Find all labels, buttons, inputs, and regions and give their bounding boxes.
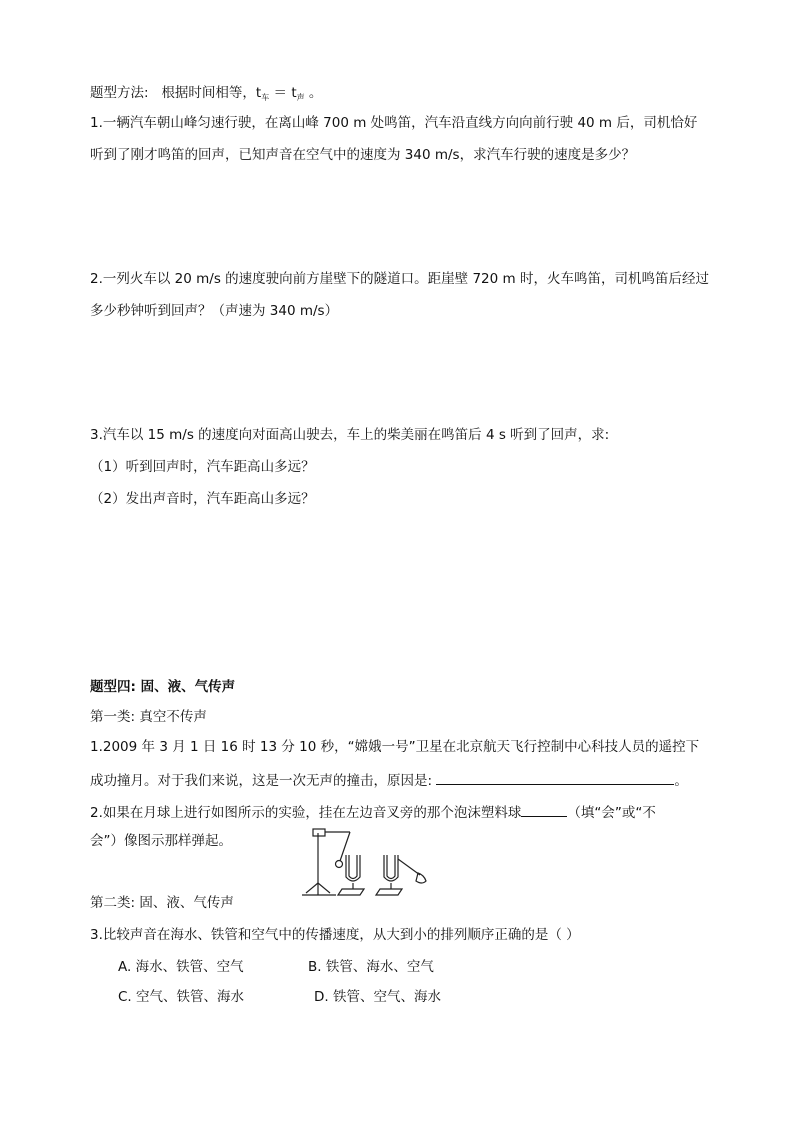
method-text: 根据时间相等，t xyxy=(161,85,262,101)
p1-line2-text: 成功撞月。对于我们来说，这是一次无声的撞击，原因是: xyxy=(90,773,433,789)
p2-line1 xyxy=(90,802,656,822)
q1-line1: 1.一辆汽车朝山峰匀速行驶，在离山峰 700 m 处鸣笛，汽车沿直线方向向前行驶 40 m 后，司机恰好 xyxy=(90,115,698,131)
q2-line2: 多少秒钟听到回声？（声速为 340 m/s） xyxy=(90,303,339,319)
p1-line1: 1.2009 年 3 月 1 日 16 时 13 分 10 秒，“嫦娥一号”卫星在北京航天飞行控制中心科技人员的遥控下 xyxy=(90,739,700,755)
p2-line1-b: （填“会”或“不 xyxy=(567,805,656,821)
option-c[interactable]: C. 空气、铁管、海水 xyxy=(118,989,245,1005)
p1-line2 xyxy=(90,770,688,790)
category1: 第一类: 真空不传声 xyxy=(90,709,207,725)
q2-line1: 2.一列火车以 20 m/s 的速度驶向前方崖壁下的隧道口。距崖壁 720 m 时，火车鸣笛，司机鸣笛后经过 xyxy=(90,271,709,287)
q3-sub2: （2）发出声音时，汽车距高山多远？ xyxy=(90,491,315,507)
p1-end: 。 xyxy=(674,773,688,789)
q3-line1: 3.汽车以 15 m/s 的速度向对面高山驶去，车上的柴美丽在鸣笛后 4 s 听到了回声，求: xyxy=(90,427,610,443)
section4-heading: 题型四: 固、液、气传声 xyxy=(90,679,236,695)
tuning-fork-figure xyxy=(300,825,440,899)
p2-line1-a: 2.如果在月球上进行如图所示的实验，挂在左边音叉旁的那个泡沫塑料球 xyxy=(90,805,522,821)
category2: 第二类: 固、液、气传声 xyxy=(90,895,234,911)
method-end: 。 xyxy=(304,85,323,101)
option-a[interactable]: A. 海水、铁管、空气 xyxy=(118,959,244,975)
q1-line2: 听到了刚才鸣笛的回声，已知声音在空气中的速度为 340 m/s，求汽车行驶的速度是多少？ xyxy=(90,147,636,163)
q3-sub1: （1）听到回声时，汽车距高山多远？ xyxy=(90,459,315,475)
method-equals: ＝ t xyxy=(269,85,297,101)
option-d[interactable]: D. 铁管、空气、海水 xyxy=(314,989,441,1005)
method-line xyxy=(90,84,322,104)
method-sub-sound: 声 xyxy=(296,93,305,102)
p3-stem: 3.比较声音在海水、铁管和空气中的传播速度，从大到小的排列顺序正确的是（ ） xyxy=(90,927,580,943)
answer-blank-ball[interactable] xyxy=(521,802,567,817)
method-sub-car: 车 xyxy=(261,93,270,102)
answer-blank-reason[interactable] xyxy=(436,770,674,785)
option-b[interactable]: B. 铁管、海水、空气 xyxy=(308,959,434,975)
p2-line2: 会”）像图示那样弹起。 xyxy=(90,833,232,849)
method-label: 题型方法: xyxy=(90,85,149,101)
